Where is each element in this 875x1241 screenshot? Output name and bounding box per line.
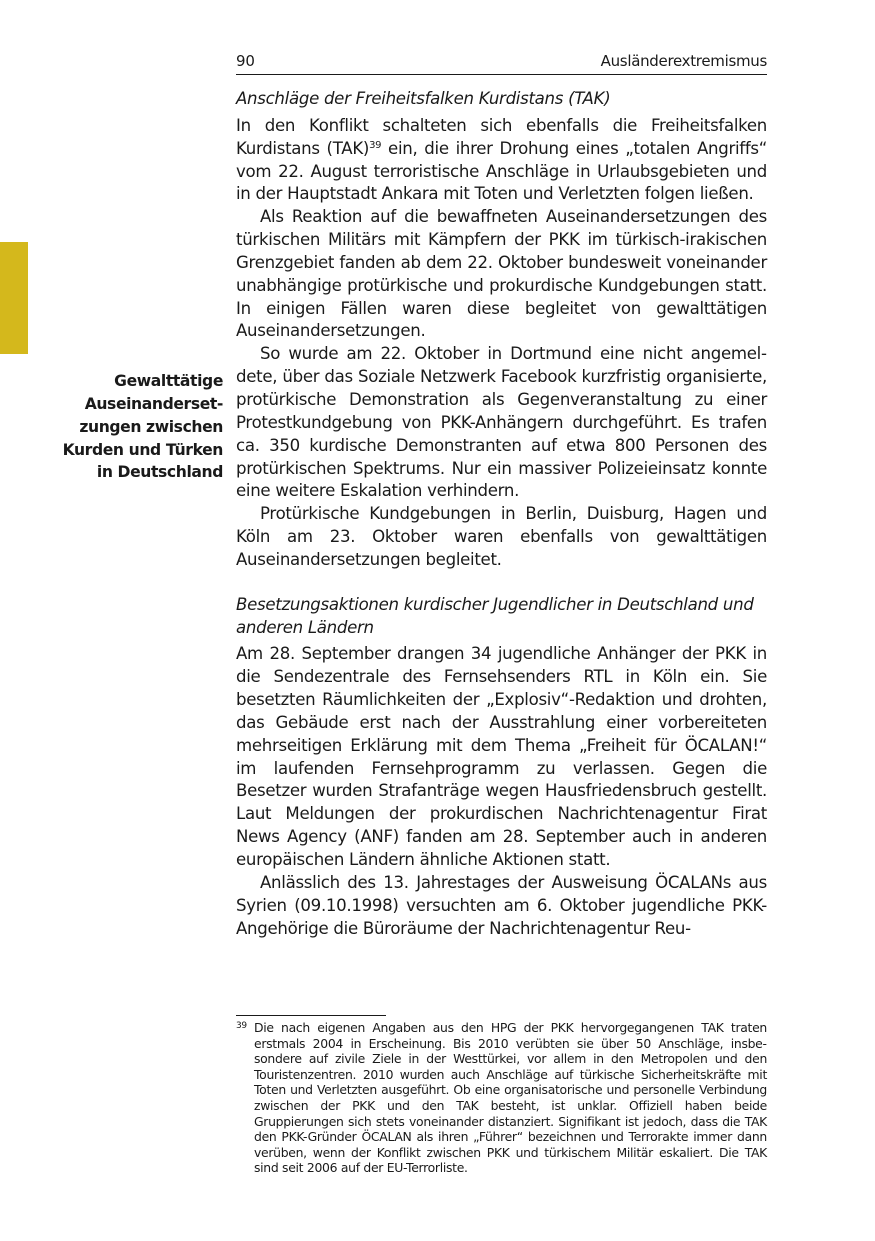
paragraph-text: In den Konflikt schalteten sich ebenfalls die Freiheitsfalken Kurdistans (TAK) — [236, 115, 767, 158]
footnote-rule — [236, 1015, 386, 1016]
margin-note-line: Gewalttätige — [114, 372, 223, 390]
footnote-39 — [236, 1020, 767, 1176]
page-number: 90 — [236, 52, 255, 70]
footnote-text: Die nach eigenen Angaben aus den HPG der PKK hervorgegangenen TAK traten erstmals 2004 in Erscheinung. Bis 2010 verübten sie über 50 Anschläge, insbesondere auf zivile Ziele in der Westtürkei, vor allem in den Metropolen und den Touristenzentren. 2010 wurden auch Anschläge auf türkische Sicherheitskräfte mit Toten und Verletzten ausgeführt. Ob eine organisatorische und personelle Verbindung zwischen der PKK und den TAK besteht, ist unklar. Offiziell haben beide Gruppierungen sich stets voneinander distanziert. Signifikant ist jedoch, dass die TAK den PKK-Gründer ÖCALAN als ihren „Führer“ bezeichnen und Terrorakte immer dann verüben, wenn der Konflikt zwischen PKK und türkischem Militär eskaliert. Die TAK sind seit 2006 auf der EU-Terrorliste. — [254, 1020, 767, 1176]
margin-note-line: Auseinanderset- — [84, 394, 223, 413]
paragraph-rtl: Am 28. September drangen 34 jugendliche Anhänger der PKK in die Sendezentrale des Fernsehsenders RTL in Köln ein. Sie besetzten Räumlichkeiten der „Explosiv“-Redaktion und drohten, das Gebäude erst nach der Ausstrahlung einer vorbereiteten mehrseitigen Erklärung mit dem Thema „Freiheit für ÖCALAN!“ im laufenden Fernsehprogramm zu verlassen. Gegen die Besetzer wurden Strafanträge wegen Hausfriedensbruch gestellt. Laut Meldungen der prokurdischen Nachrichtenagentur Firat News Agency (ANF) fanden am 28. September auch in anderen europäischen Ländern ähnliche Aktionen statt. — [236, 644, 767, 869]
footnote-number: 39 — [236, 1021, 247, 1031]
margin-note-line: Kurden und Türken — [62, 440, 223, 459]
section-spacer — [236, 572, 767, 594]
section-heading-tak: Anschläge der Freiheitsfalken Kurdistans (TAK) — [236, 89, 611, 108]
footnote-reference[interactable]: 39 — [369, 139, 382, 151]
chapter-edge-tab — [0, 242, 28, 354]
section-heading-besetzung: Besetzungsaktionen kurdischer Jugendlicher in Deutschland und anderen Ländern — [236, 594, 754, 637]
page-header — [236, 50, 767, 75]
margin-note-line: in Deutschland — [96, 463, 223, 482]
paragraph-jahrestag: Anlässlich des 13. Jahrestages der Ausweisung ÖCALANs aus Syrien (09.10.1998) versuchten am 6. Oktober jugendliche PKK-Angehörige die Büroräume der Nachrichtenagentur Reu- — [236, 872, 767, 938]
paragraph-protuerkische: Protürkische Kundgebungen in Berlin, Duisburg, Hagen und Köln am 23. Oktober waren ebenfalls von gewalttätigen Auseinandersetzungen begleitet. — [236, 504, 767, 569]
running-head: Ausländerextremismus — [600, 52, 767, 70]
paragraph-text: ein, die ihrer Drohung eines „totalen Angriffs“ vom 22. August terroristische Anschläge in Urlaubsgebieten und in der Hauptstadt Ankara mit Toten und Verletzten folgen ließen. — [236, 138, 767, 204]
paragraph-tak-intro — [236, 115, 767, 206]
margin-note-line: zungen zwischen — [79, 417, 223, 436]
paragraph-reaction: Als Reaktion auf die bewaffneten Auseinandersetzungen des türkischen Militärs mit Kämpfern der PKK im türkisch-irakischen Grenzgebiet fanden ab dem 22. Oktober bundesweit voneinander unabhängige protürkische und prokurdische Kundgebungen statt. In einigen Fällen waren diese begleitet von gewalttätigen Auseinandersetzungen. — [236, 207, 767, 341]
main-text — [236, 88, 767, 940]
paragraph-dortmund: So wurde am 22. Oktober in Dortmund eine nicht angemeldete, über das Soziale Netzwerk Facebook kurzfristig organisierte, protürkische Demonstration als Gegenveranstaltung zu einer Protestkundgebung von PKK-Anhängern durchgeführt. Es trafen ca. 350 kurdische Demonstranten auf etwa 800 Personen des protürkischen Spektrums. Nur ein massiver Polizeieinsatz konnte eine weitere Eskalation verhindern. — [236, 344, 767, 501]
margin-note — [33, 370, 223, 484]
